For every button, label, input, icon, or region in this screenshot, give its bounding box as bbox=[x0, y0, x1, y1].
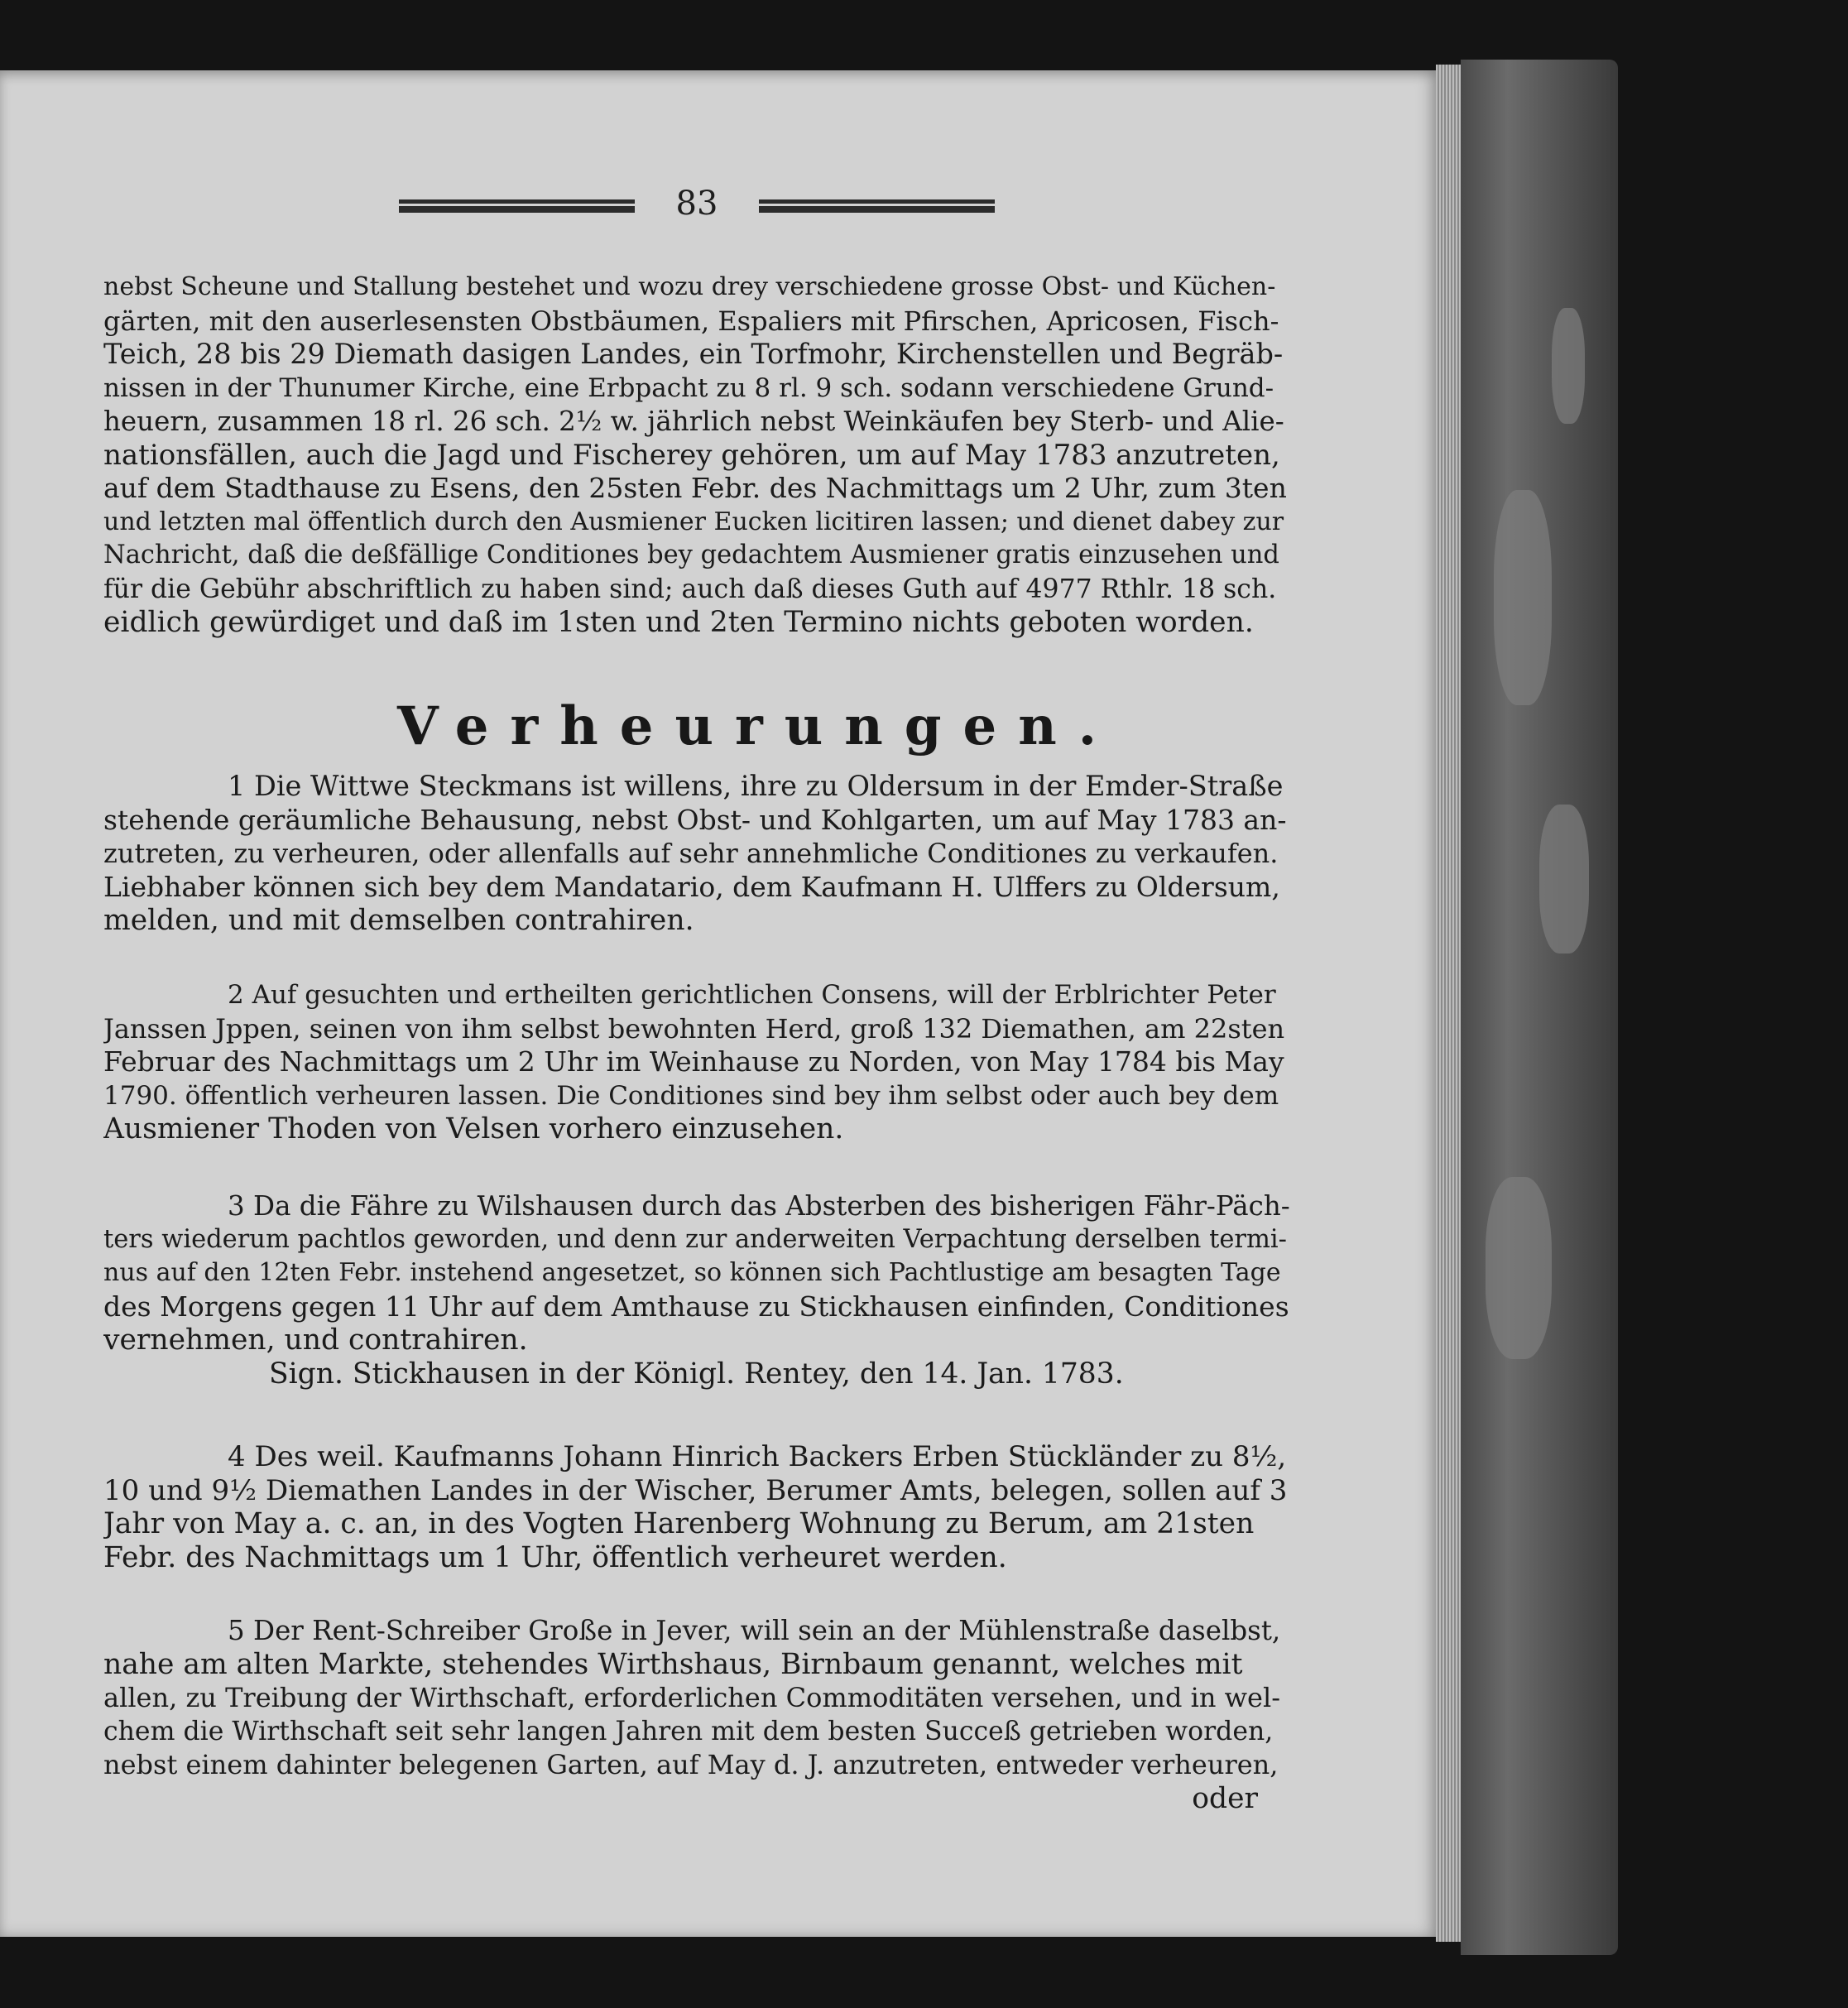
section-heading: Verheurungen. bbox=[397, 695, 1119, 757]
signature-line: Sign. Stickhausen in der Königl. Rentey, den 14. Jan. 1783. bbox=[269, 1357, 1124, 1391]
text-line: 5 Der Rent-Schreiber Große in Jever, will sein an der Mühlenstraße daselbst, bbox=[228, 1615, 1281, 1646]
text-line: chem die Wirthschaft seit sehr langen Jahren mit dem besten Succeß getrieben worden, bbox=[103, 1716, 1274, 1746]
page-number: 83 bbox=[675, 185, 718, 223]
page-edges bbox=[1436, 65, 1461, 1942]
item-4 bbox=[103, 1440, 1291, 1574]
text-line: nationsfällen, auch die Jagd und Fischerey gehören, um auf May 1783 anzutreten, bbox=[103, 438, 1280, 472]
catchword: oder bbox=[1192, 1781, 1258, 1815]
item-3 bbox=[103, 1189, 1291, 1391]
header-rule-right bbox=[759, 199, 995, 213]
header-rule-left bbox=[399, 199, 635, 213]
item-5 bbox=[103, 1614, 1291, 1815]
text-line: 2 Auf gesuchten und ertheilten gerichtlichen Consens, will der Erblrichter Peter bbox=[228, 980, 1276, 1010]
page-header bbox=[399, 185, 995, 223]
text-line: für die Gebühr abschriftlich zu haben sind; auch daß dieses Guth auf 4977 Rthlr. 18 sch. bbox=[103, 574, 1277, 604]
text-line: heuern, zusammen 18 rl. 26 sch. 2½ w. jährlich nebst Weinkäufen bey Sterb- und Alie- bbox=[103, 406, 1284, 437]
item-2 bbox=[103, 978, 1291, 1146]
text-line: 1790. öffentlich verheuren lassen. Die Conditiones sind bey ihm selbst oder auch bey dem bbox=[103, 1080, 1279, 1111]
text-line: 4 Des weil. Kaufmanns Johann Hinrich Backers Erben Stückländer zu 8½, bbox=[228, 1440, 1287, 1473]
text-line: nebst einem dahinter belegenen Garten, auf May d. J. anzutreten, entweder verheuren, bbox=[103, 1749, 1279, 1780]
text-line: 1 Die Wittwe Steckmans ist willens, ihre zu Oldersum in der Emder-Straße bbox=[228, 770, 1284, 802]
text-line: Liebhaber können sich bey dem Mandatario, dem Kaufmann H. Ulffers zu Oldersum, bbox=[103, 870, 1280, 903]
text-line: stehende geräumliche Behausung, nebst Obst- und Kohlgarten, um auf May 1783 an- bbox=[103, 803, 1287, 836]
text-line: auf dem Stadthause zu Esens, den 25sten Febr. des Nachmittags um 2 Uhr, zum 3ten bbox=[103, 472, 1287, 504]
text-line: Nachricht, daß die deßfällige Conditiones bey gedachtem Ausmiener gratis einzusehen und bbox=[103, 540, 1279, 569]
text-line: Febr. des Nachmittags um 1 Uhr, öffentlich verheuret werden. bbox=[103, 1540, 1007, 1574]
text-line: nissen in der Thunumer Kirche, eine Erbpacht zu 8 rl. 9 sch. sodann verschiedene Grund- bbox=[103, 372, 1274, 403]
text-line: gärten, mit den auserlesensten Obstbäumen, Espaliers mit Pfirschen, Apricosen, Fisch- bbox=[103, 305, 1279, 337]
text-line: Teich, 28 bis 29 Diemath dasigen Landes, ein Torfmohr, Kirchenstellen und Begräb- bbox=[103, 338, 1284, 370]
text-line: 3 Da die Fähre zu Wilshausen durch das Absterben des bisherigen Fähr-Päch- bbox=[228, 1190, 1290, 1222]
text-line: zutreten, zu verheuren, oder allenfalls auf sehr annehmliche Conditiones zu verkaufen. bbox=[103, 838, 1279, 869]
text-line: nus auf den 12ten Febr. instehend angesetzet, so können sich Pachtlustige am besagten Tage bbox=[103, 1258, 1281, 1287]
text-line: Ausmiener Thoden von Velsen vorhero einzusehen. bbox=[103, 1112, 844, 1146]
text-line: nahe am alten Markte, stehendes Wirthshaus, Birnbaum genannt, welches mit bbox=[103, 1647, 1243, 1681]
intro-paragraph bbox=[103, 271, 1291, 640]
text-line: 10 und 9½ Diemathen Landes in der Wischer, Berumer Amts, belegen, sollen auf 3 bbox=[103, 1473, 1288, 1507]
text-line: des Morgens gegen 11 Uhr auf dem Amthause zu Stickhausen einfinden, Conditiones bbox=[103, 1290, 1289, 1323]
item-1 bbox=[103, 770, 1291, 938]
text-line: allen, zu Treibung der Wirthschaft, erforderlichen Commoditäten versehen, und in wel- bbox=[103, 1682, 1280, 1713]
text-line: nebst Scheune und Stallung bestehet und wozu drey verschiedene grosse Obst- und Küchen- bbox=[103, 272, 1276, 301]
text-line: vernehmen, und contrahiren. bbox=[103, 1323, 528, 1357]
text-line: Februar des Nachmittags um 2 Uhr im Weinhause zu Norden, von May 1784 bis May bbox=[103, 1045, 1284, 1078]
text-line: ters wiederum pachtlos geworden, und denn zur anderweiten Verpachtung derselben termi- bbox=[103, 1224, 1287, 1254]
text-line: eidlich gewürdiget und daß im 1sten und 2ten Termino nichts geboten worden. bbox=[103, 606, 1254, 639]
text-line: Janssen Jppen, seinen von ihm selbst bewohnten Herd, groß 132 Diemathen, am 22sten bbox=[103, 1012, 1285, 1045]
text-line: Jahr von May a. c. an, in des Vogten Harenberg Wohnung zu Berum, am 21sten bbox=[103, 1507, 1255, 1540]
text-line: und letzten mal öffentlich durch den Ausmiener Eucken licitiren lassen; und dienet dabey zur bbox=[103, 507, 1284, 536]
text-line: melden, und mit demselben contrahiren. bbox=[103, 904, 694, 937]
book-cover bbox=[1461, 60, 1618, 1955]
